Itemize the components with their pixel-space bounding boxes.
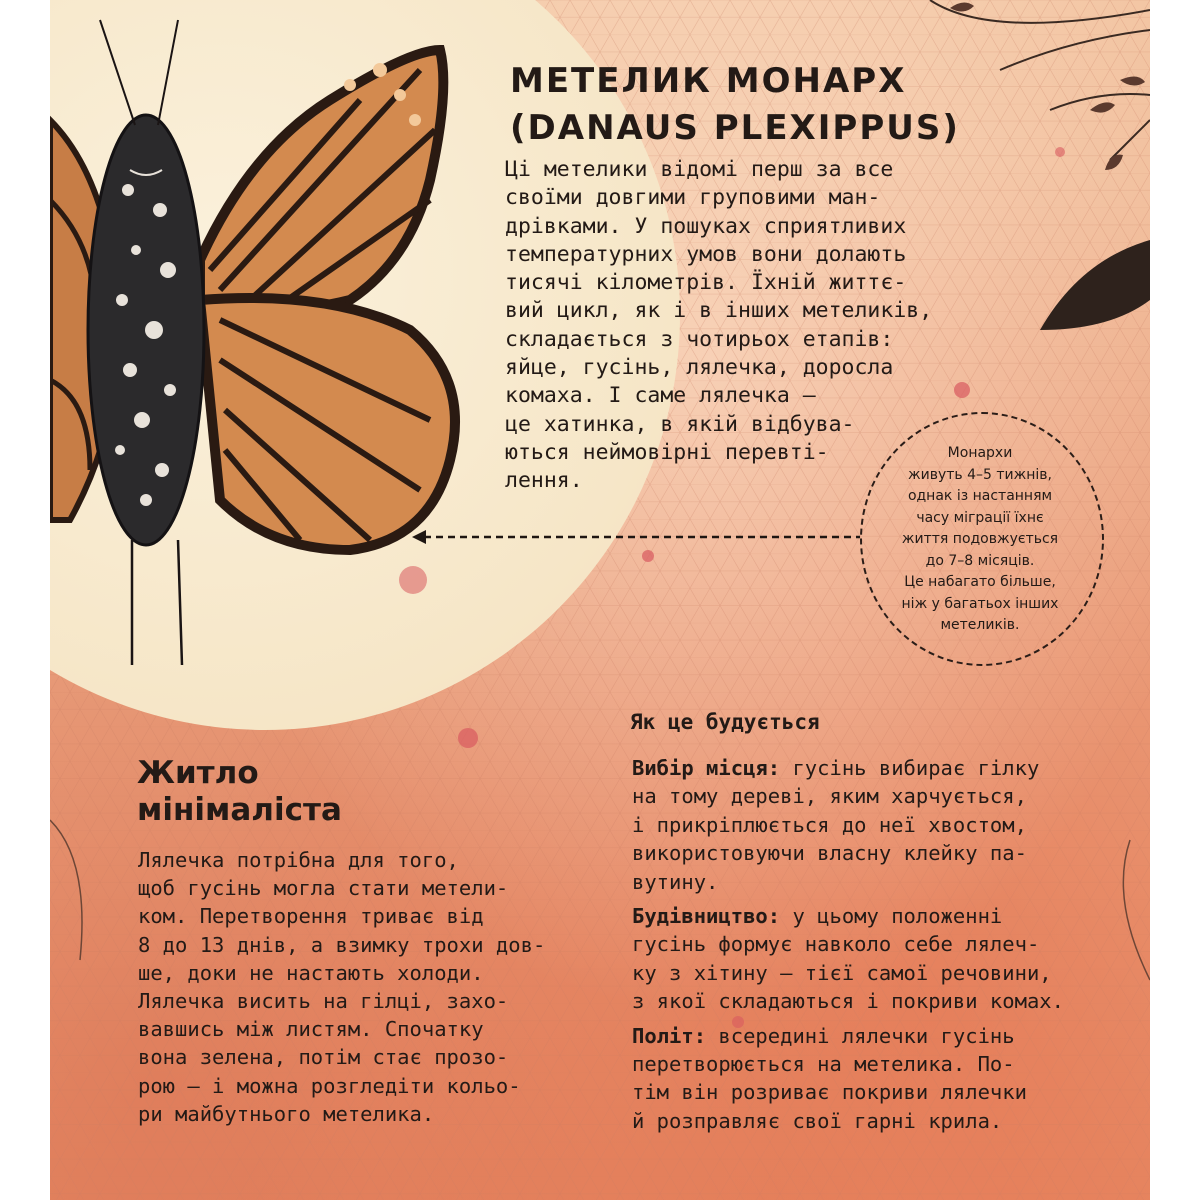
bubble-line: однак із настанням (907, 488, 1053, 504)
build-steps (632, 754, 1102, 1141)
title-line-2: (DANAUS PLEXIPPUS) (510, 108, 960, 148)
intro-line: своїми довгими груповими ман- (505, 185, 881, 211)
section-title (137, 755, 497, 829)
build-step-line: вутину. (632, 869, 719, 894)
bubble-line: життя подовжується (901, 531, 1059, 547)
build-step-line (632, 754, 1102, 782)
build-step-label: Політ: (632, 1023, 707, 1048)
intro-line: яйце, гусінь, лялечка, доросла (505, 355, 894, 381)
intro-line: це хатинка, в якій відбува- (505, 411, 855, 437)
intro-line: температурних умов вони долають (505, 241, 907, 267)
build-step-text: у цьому положенні (780, 904, 1003, 929)
build-step-line: перетворюється на метелика. По- (632, 1052, 1015, 1077)
build-step-line: і прикріплюється до неї хвостом, (632, 812, 1027, 837)
section-body-line: вавшись між листям. Спочатку (138, 1017, 484, 1042)
bubble-line: Монархи (947, 445, 1013, 461)
build-step-line: з якої складаються і покриви комах. (632, 989, 1064, 1014)
build-step-label: Вибір місця: (632, 756, 781, 780)
intro-line: лення. (505, 468, 583, 494)
build-step-text: всередині лялечки гусінь (706, 1023, 1015, 1048)
intro-line: тисячі кілометрів. Їхній життє- (505, 270, 907, 296)
build-step-line: на тому дереві, яким харчується, (632, 784, 1027, 809)
build-step (632, 754, 1102, 896)
build-step-line: гусінь формує навколо себе лялеч- (632, 932, 1040, 957)
how-title: Як це будується (630, 710, 820, 734)
intro-line: Ці метелики відомі перш за все (505, 157, 894, 182)
build-step-line: й розправляє свої гарні крила. (632, 1108, 1003, 1133)
section-body (138, 846, 558, 1128)
intro-line: дрівками. У пошуках сприятливих (505, 213, 907, 239)
section-body-line: Лялечка висить на гілці, захо- (138, 989, 509, 1014)
section-body-line: Лялечка потрібна для того, (138, 848, 459, 872)
build-step-line: ку з хітину — тієї самої речовини, (632, 960, 1052, 985)
section-title-line-2: мінімаліста (137, 792, 342, 828)
bubble-line: метеликів. (940, 617, 1020, 633)
page-title (510, 58, 1030, 152)
bubble-line: ніж у багатьох інших (901, 595, 1059, 612)
intro-line: ються неймовірні перевті- (505, 439, 829, 465)
intro-line: комаха. І саме лялечка — (505, 383, 816, 409)
butterfly-body (88, 20, 204, 665)
section-body-line: вона зелена, потім стає прозо- (138, 1045, 509, 1070)
section-body-line: 8 до 13 днів, а взимку трохи дов- (138, 932, 546, 957)
build-step-line (632, 902, 1102, 930)
title-line-1: МЕТЕЛИК МОНАРХ (510, 61, 907, 101)
intro-line: складається з чотирьох етапів: (505, 326, 894, 352)
right-forewing (200, 50, 443, 310)
build-step (632, 1022, 1102, 1136)
section-body-line: щоб гусінь могла стати метели- (138, 876, 509, 901)
fact-bubble-text (862, 443, 1098, 637)
book-page (50, 0, 1150, 1200)
build-step-line: використовуючи власну клейку па- (632, 841, 1027, 866)
section-body-line: ком. Перетворення триває від (138, 904, 484, 929)
build-step-label: Будівництво: (632, 904, 781, 929)
build-step-text: гусінь вибирає гілку (780, 756, 1040, 780)
build-step-line: тім він розриває покриви лялечки (632, 1080, 1027, 1105)
bubble-line: Це набагато більше, (904, 574, 1056, 590)
section-body-line: рою — і можна розгледіти кольо- (138, 1073, 521, 1098)
section-body-line: ри майбутнього метелика. (138, 1101, 435, 1126)
intro-line: вий цикл, як і в інших метеликів, (505, 298, 933, 324)
right-hindwing (200, 298, 455, 550)
dashed-arrow-icon (410, 527, 870, 547)
section-body-line: ше, доки не настають холоди. (138, 960, 484, 985)
bubble-line: до 7–8 місяців. (925, 552, 1035, 569)
bubble-line: живуть 4–5 тижнів, (908, 466, 1052, 483)
build-step-line (632, 1022, 1102, 1050)
section-title-line-1: Житло (137, 755, 259, 791)
build-step (632, 902, 1102, 1016)
bubble-line: часу міграції їхнє (916, 509, 1044, 526)
